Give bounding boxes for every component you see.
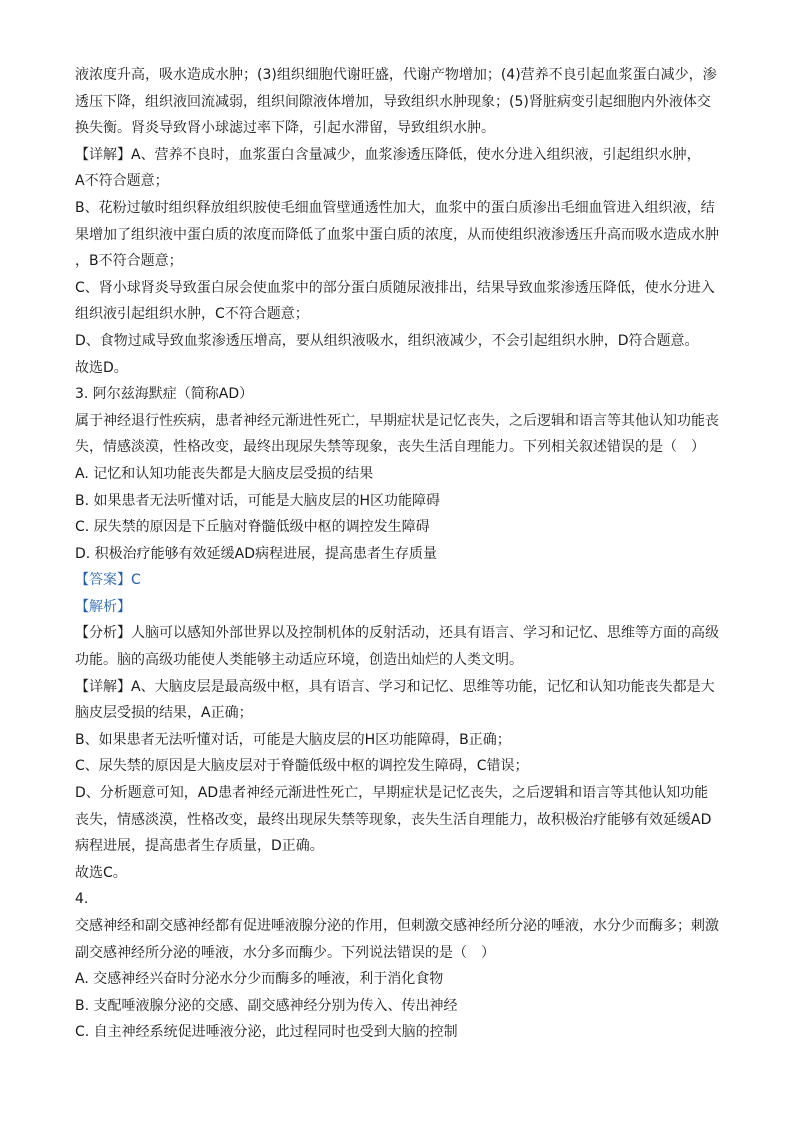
- text-line: 故选D。: [75, 359, 128, 376]
- text-line: D、食物过咸导致血浆渗透压增高，要从组织液吸水，组织液减少，不会引起组织水肿，D符合题意。: [75, 332, 699, 349]
- text-line: 果增加了组织液中蛋白质的浓度而降低了血浆中蛋白质的浓度，从而使组织液渗透压升高而吸水造成水肿: [75, 226, 719, 243]
- text-line: 液浓度升高，吸水造成水肿；(3)组织细胞代谢旺盛，代谢产物增加；(4)营养不良引起血浆蛋白减少，渗: [75, 67, 717, 83]
- option-d: D. 积极治疗能够有效延缓AD病程进展，提高患者生存质量: [75, 545, 438, 562]
- question-stem-line: 副交感神经所分泌的唾液，水分多而酶少。下列说法错误的是（ ）: [75, 944, 495, 961]
- text-line: B、如果患者无法听懂对话，可能是大脑皮层的H区功能障碍，B正确；: [75, 731, 511, 748]
- option-b: B. 如果患者无法听懂对话，可能是大脑皮层的H区功能障碍: [75, 492, 441, 509]
- text-line: 换失衡。肾炎导致肾小球滤过率下降，引起水滞留，导致组织水肿。: [75, 120, 495, 137]
- option-b: B. 支配唾液腺分泌的交感、副交感神经分别为传入、传出神经: [75, 997, 458, 1014]
- analysis-label: 【解析】: [75, 598, 131, 615]
- section-tag: 【分析】: [75, 625, 131, 642]
- text-line: D、分析题意可知，AD患者神经元渐进性死亡，早期症状是记忆丧失，之后逻辑和语言等其他认知功能: [75, 785, 709, 802]
- text-line: 透压下降，组织液回流减弱，组织间隙液体增加，导致组织水肿现象；(5)肾脏病变引起细胞内外液体交: [75, 93, 711, 110]
- text-line: A不符合题意；: [75, 173, 169, 190]
- text-line: C、尿失禁的原因是大脑皮层对于脊髓低级中枢的调控发生障碍，C错误；: [75, 758, 529, 775]
- option-a: A. 记忆和认知功能丧失都是大脑皮层受损的结果: [75, 465, 374, 482]
- option-c: C. 尿失禁的原因是下丘脑对脊髓低级中枢的调控发生障碍: [75, 519, 430, 536]
- text-line: 脑皮层受损的结果，A正确；: [75, 705, 253, 722]
- question-stem-line: 属于神经退行性疾病，患者神经元渐进性死亡，早期症状是记忆丧失，之后逻辑和语言等其他认知功能丧: [75, 412, 719, 429]
- text-line: 功能。脑的高级功能使人类能够主动适应环境，创造出灿烂的人类文明。: [75, 652, 523, 669]
- option-a: A. 交感神经兴奋时分泌水分少而酶多的唾液，利于消化食物: [75, 971, 444, 988]
- text-line: B、花粉过敏时组织释放组织胺使毛细血管壁通透性加大，血浆中的蛋白质渗出毛细血管进入组织液，结: [75, 199, 715, 216]
- question-heading: 4.: [75, 891, 89, 908]
- text-line: 组织液引起组织水肿，C不符合题意；: [75, 306, 309, 323]
- section-tag: 【详解】: [75, 678, 131, 695]
- text-line: [75, 674, 734, 701]
- text-line: 丧失，情感淡漠，性格改变，最终出现尿失禁等现象，丧失生活自理能力，故积极治疗能够有效延缓AD: [75, 811, 712, 828]
- text-line: C、肾小球肾炎导致蛋白尿会使血浆中的部分蛋白质随尿液排出，结果导致血浆渗透压降低，使水分进入: [75, 279, 715, 296]
- text-line: ，B不符合题意；: [75, 253, 183, 270]
- question-heading: 3. 阿尔兹海默症（简称AD）: [75, 386, 254, 403]
- section-tag: 【详解】: [75, 146, 131, 163]
- question-stem-line: 失，情感淡漠，性格改变，最终出现尿失禁等现象，丧失生活自理能力。下列相关叙述错误的是（ ）: [75, 439, 705, 456]
- text-line: [75, 620, 734, 647]
- answer-label: 【答案】C: [75, 572, 141, 589]
- text-line: 病程进展，提高患者生存质量，D正确。: [75, 838, 324, 855]
- question-stem-line: 交感神经和副交感神经都有促进唾液腺分泌的作用，但刺激交感神经所分泌的唾液，水分少而酶多；刺激: [75, 918, 719, 934]
- section-text: 人脑可以感知外部世界以及控制机体的反射活动，还具有语言、学习和记忆、思维等方面的高级: [131, 625, 719, 642]
- section-text: A、营养不良时，血浆蛋白含量减少，血浆渗透压降低，使水分进入组织液，引起组织水肿，: [131, 146, 701, 163]
- text-line: [75, 142, 734, 169]
- section-text: A、大脑皮层是最高级中枢，具有语言、学习和记忆、思维等功能，记忆和认知功能丧失都是大: [131, 678, 715, 695]
- option-c: C. 自主神经系统促进唾液分泌，此过程同时也受到大脑的控制: [75, 1024, 458, 1041]
- text-line: 故选C。: [75, 864, 127, 881]
